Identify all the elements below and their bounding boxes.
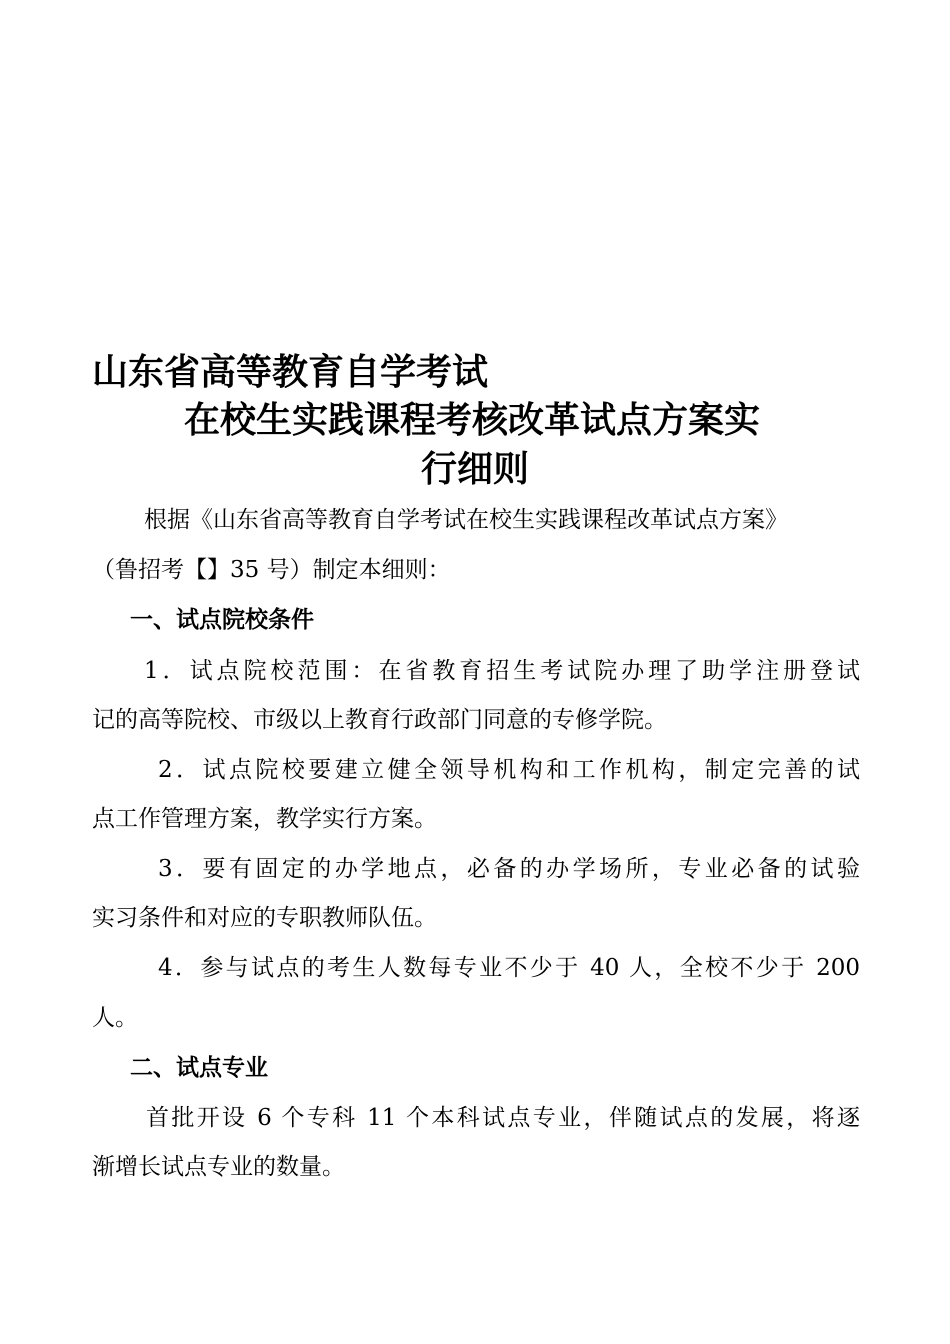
section-1-item-2-line-2: 点工作管理方案，教学实行方案。 bbox=[92, 806, 437, 832]
intro-line-1: 根据《山东省高等教育自学考试在校生实践课程改革试点方案》 bbox=[144, 507, 788, 533]
section-2-heading: 二、试点专业 bbox=[130, 1055, 268, 1081]
section-1-item-4-line-1: 4．参与试点的考生人数每专业不少于 40 人，全校不少于 200 bbox=[158, 955, 860, 981]
intro-line-2: （鲁招考【】35 号）制定本细则： bbox=[92, 557, 451, 583]
document-title-line-3: 行细则 bbox=[420, 449, 529, 490]
section-2-para-line-1: 首批开设 6 个专科 11 个本科试点专业，伴随试点的发展，将逐 bbox=[146, 1105, 860, 1131]
section-2-para-line-2: 渐增长试点专业的数量。 bbox=[92, 1154, 345, 1180]
document-title-line-1: 山东省高等教育自学考试 bbox=[92, 352, 489, 393]
section-1-item-3-line-1: 3．要有固定的办学地点，必备的办学场所，专业必备的试验 bbox=[158, 856, 860, 882]
section-1-item-1-line-2: 记的高等院校、市级以上教育行政部门同意的专修学院。 bbox=[92, 707, 667, 733]
section-1-item-3-line-2: 实习条件和对应的专职教师队伍。 bbox=[92, 905, 437, 931]
section-1-item-4-line-2: 人。 bbox=[92, 1005, 138, 1031]
section-1-heading: 一、试点院校条件 bbox=[130, 607, 314, 633]
section-1-item-1-line-1: 1．试点院校范围：在省教育招生考试院办理了助学注册登试 bbox=[144, 658, 860, 684]
section-1-item-2-line-1: 2．试点院校要建立健全领导机构和工作机构，制定完善的试 bbox=[158, 757, 860, 783]
document-title-line-2: 在校生实践课程考核改革试点方案实 bbox=[184, 400, 761, 441]
